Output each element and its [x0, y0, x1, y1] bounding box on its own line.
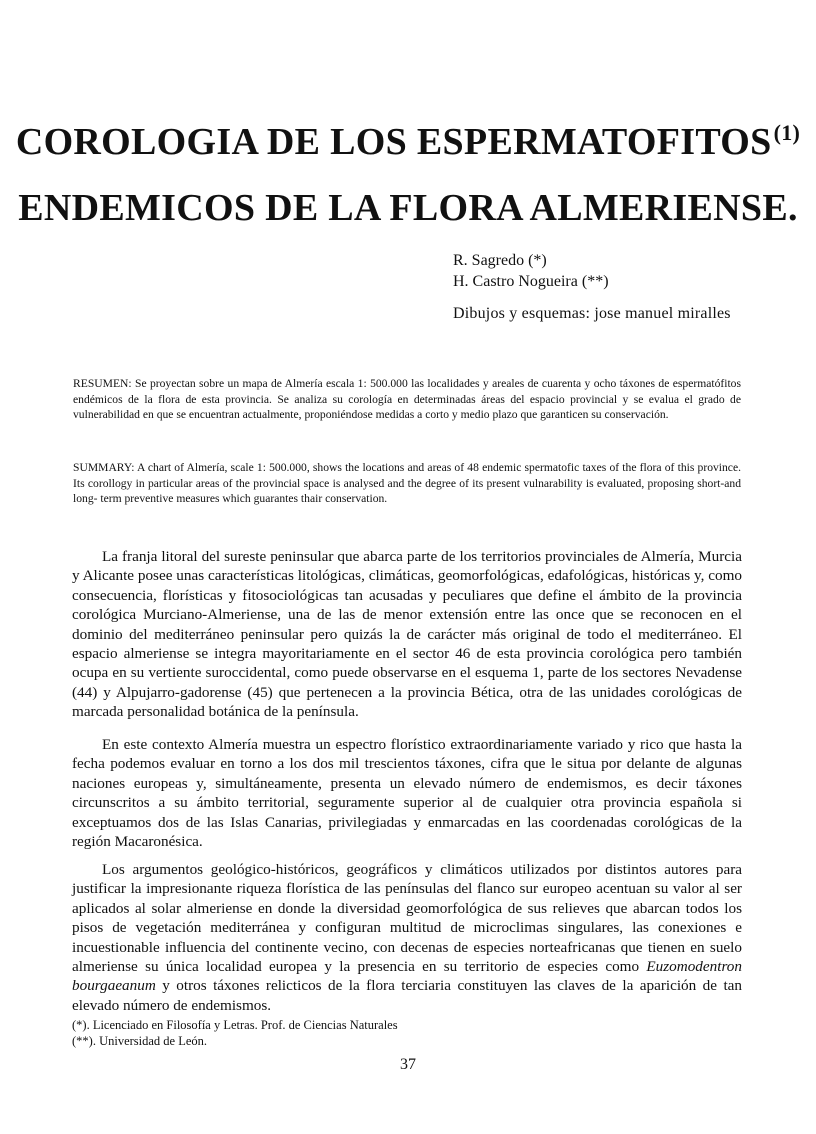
- body-paragraph-3: [72, 860, 742, 1015]
- footnote-2: (**). Universidad de León.: [72, 1034, 208, 1048]
- title-line-1: [0, 120, 816, 164]
- body-paragraph-1: La franja litoral del sureste peninsular que abarca parte de los territorios provinciales de Almería, Murcia y Alicante posee unas características litológicas, climáticas, geomorfológicas, edafológicas, históricas y, como consecuencia, florísticas y fitosociológicas tan acusadas y peculiares que define el ámbito de la provincia corológica Murciano-Almeriense, una de las de menor extensión entre las once que se reconocen en el dominio del mediterráneo peninsular pero quizás la de carácter más original de todo el mediterráneo. El espacio almeriense se integra mayoritariamente en el sector 46 de esta provincia corológica pero también ocupa en su vertiente suroccidental, como puede observarse en el esquema 1, parte de los sectores Nevadense (44) y Alpujarro-gadorense (45) que pertenecen a la provincia Bética, otra de las unidades corológicas de marcada personalidad botánica de la península.: [72, 548, 742, 721]
- page-number: 37: [400, 1056, 416, 1073]
- resumen-abstract: RESUMEN: Se proyectan sobre un mapa de Almería escala 1: 500.000 las localidades y areales de cuarenta y ocho táxones de espermatófitos endémicos de la flora de esta provincia. Se analiza su corología en determinadas áreas del espacio provincial y se evalua el grado de vulnerabilidad en que se encuentran actualmente, proponiéndose medidas a corto y medio plazo que garanticen su conservación.: [73, 377, 741, 421]
- paragraph-3-text-end: y otros táxones relicticos de la flora terciaria constituyen las claves de la aparición de tan elevado número de endemismos.: [72, 977, 742, 1014]
- author-1: R. Sagredo (*): [453, 252, 547, 269]
- body-paragraph-2: En este contexto Almería muestra un espectro florístico extraordinariamente variado y rico que hasta la fecha podemos evaluar en torno a los dos mil trescientos táxones, cifra que le situa por delante de algunas naciones europeas y, simultáneamente, presenta un elevado número de endemismos, es decir táxones circunscritos a su ámbito territorial, seguramente superior al de cualquier otra provincia española si exceptuamos dos de las Islas Canarias, privilegiadas y enmarcadas en las coordenadas corológicas de la región Macaronésica.: [72, 736, 742, 851]
- author-2: H. Castro Nogueira (**): [453, 273, 609, 290]
- species-name: Euzomodentron bourgaeanum: [72, 958, 742, 995]
- summary-abstract: SUMMARY: A chart of Almería, scale 1: 500.000, shows the locations and areas of 48 endemic spermatofic taxes of the flora of this province. Its corollogy in particular areas of the provincial space is analysed and the degree of its present vulnarability is evaluated, proposing short-and long- term preventive measures which guarantes thair conservation.: [73, 461, 741, 505]
- title-footnote-marker: (1): [773, 120, 801, 145]
- footnotes: [72, 1017, 742, 1049]
- authors-block: [453, 250, 783, 292]
- paragraph-3-text-start: Los argumentos geológico-históricos, geográficos y climáticos utilizados por distintos autores para justificar la impresionante riqueza florística de las penínsulas del flanco sur europeo acentuan su valor al ser aplicados al solar almeriense en donde la diversidad geomorfológica de sus relieves que abarcan todos los pisos de vegetación mediterránea y configuran multitud de microclimas singulares, las conexiones e incuestionable influencia del continente vecino, con decenas de especies norteafricanas que tienen en suelo almeriense su única localidad europea y la presencia en su territorio de especies como: [72, 861, 742, 976]
- title-line-2: ENDEMICOS DE LA FLORA ALMERIENSE.: [18, 187, 798, 229]
- title-text-1: COROLOGIA DE LOS ESPERMATOFITOS: [15, 121, 772, 163]
- illustration-credits: Dibujos y esquemas: jose manuel miralles: [453, 305, 731, 322]
- footnote-1: (*). Licenciado en Filosofía y Letras. Prof. de Ciencias Naturales: [72, 1018, 398, 1032]
